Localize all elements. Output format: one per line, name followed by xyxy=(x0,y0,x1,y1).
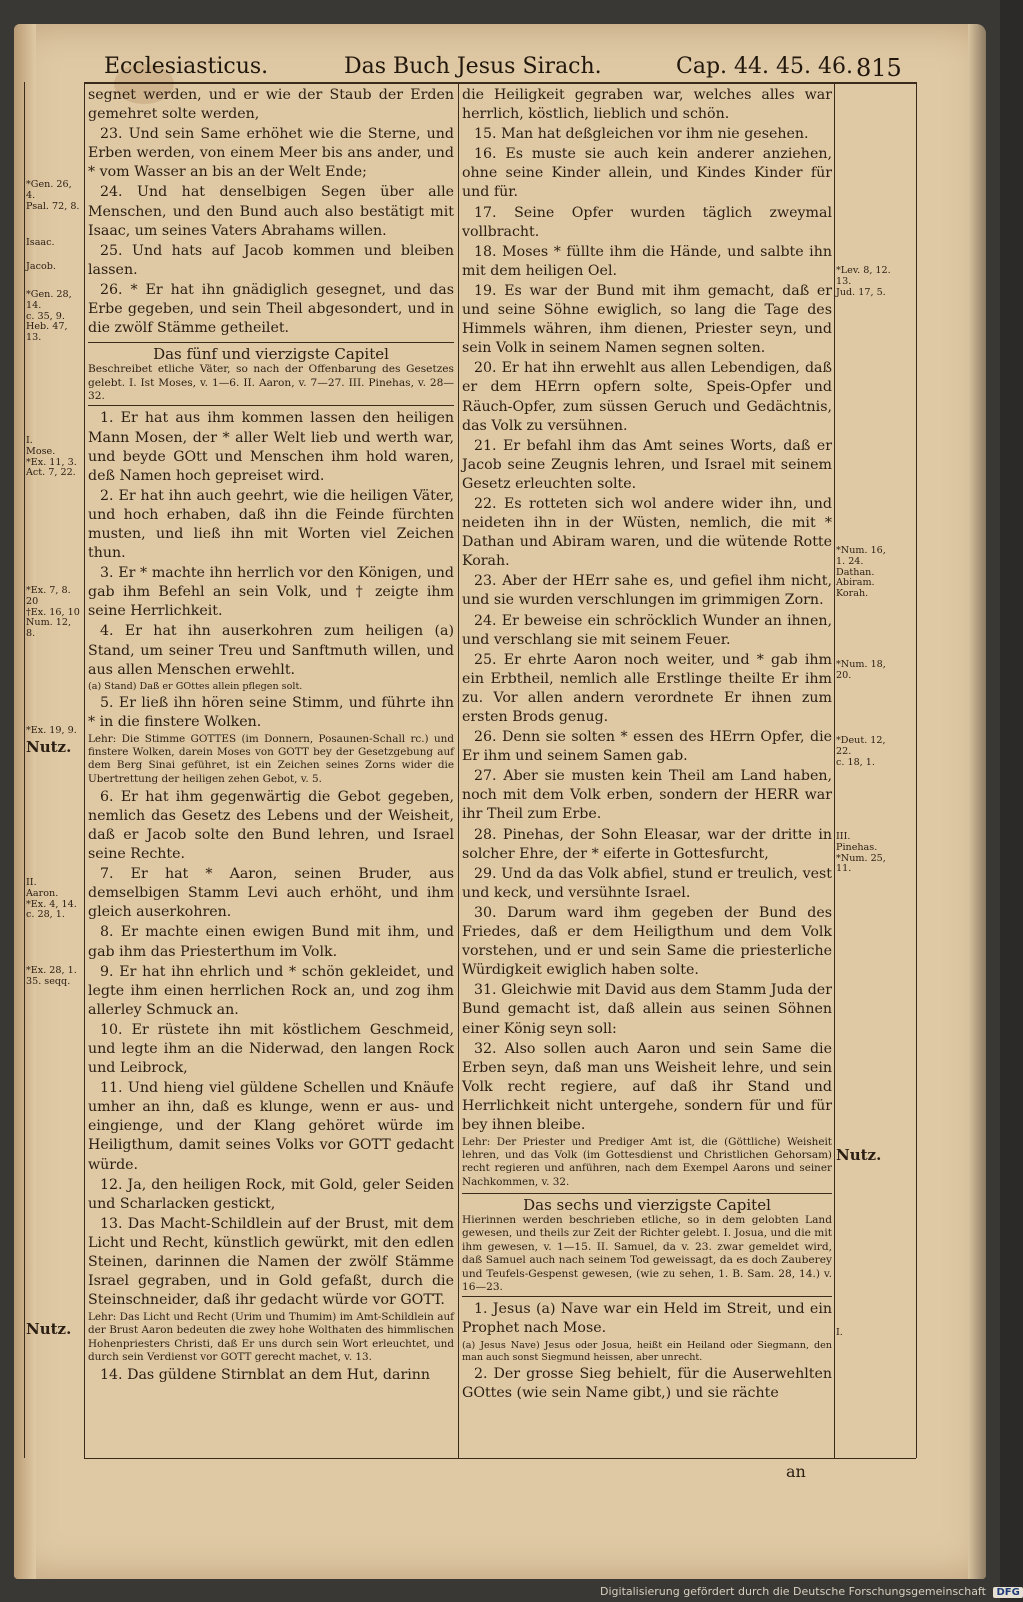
margin-note: *Deut. 12, 22. c. 18, 1. xyxy=(836,735,886,768)
verse-text: 19. Es war der Bund mit ihm gemacht, daß er und seine Söhne ewiglich, so lang die Tage des Himmels währen, ihm dienen, Priester seyn, und sein Volk in seinem Namen segnen solten. xyxy=(462,282,832,357)
running-head-title: Das Buch Jesus Sirach. xyxy=(344,54,602,79)
lehr-note: Lehr: Die Stimme GOTTES (im Donnern, Posaunen-Schall rc.) und finstere Wolken, darein Moses von GOTT bey der Gesetzgebung auf dem Berg Sinai geführet, ist ein Zeichen seines Zorns wider die Ubertrettung der heiligen zehen Gebot, v. 5. xyxy=(88,732,454,785)
catchword: an xyxy=(786,1462,806,1481)
margin-note: *Gen. 26, 4. Psal. 72, 8. xyxy=(26,179,80,212)
verse-text: 2. Der grosse Sieg behielt, für die Auserwehlten GOttes (wie sein Name gibt,) und sie rächte xyxy=(462,1365,832,1401)
verse-text: 23. Und sein Same erhöhet wie die Sterne, und Erben werden, von einem Meer bis ans ander, und * vom Wasser an bis an der Welt Ende; xyxy=(88,126,454,181)
verse-text: 3. Er * machte ihn herrlich vor den Königen, und gab ihm Befehl an sein Volk, und † zeigte ihm seine Herrlichkeit. xyxy=(88,565,454,620)
verse-text: 29. Und da das Volk abfiel, stund er treulich, vest und keck, und versühnte Israel. xyxy=(462,865,832,901)
margin-note: *Gen. 28, 14. c. 35, 9. Heb. 47, 13. xyxy=(26,289,72,344)
verse-text: 11. Und hieng viel güldene Schellen und Knäufe umher an ihn, daß es klunge, wenn er aus- und eingienge, und der Klang gehöret würde im Heiligthum, damit seines Volks vor GOTT gedacht würde. xyxy=(88,1080,454,1173)
verse-text: 14. Das güldene Stirnblat an dem Hut, darinn xyxy=(100,1367,431,1384)
verse-text: 23. Aber der HErr sahe es, und gefiel ihm nicht, und sie wurden verschlungen im grimmigen Zorn. xyxy=(462,573,832,609)
digitization-credit xyxy=(600,1585,1023,1598)
verse-text: 18. Moses * füllte ihm die Hände, und salbte ihn mit dem heiligen Oel. xyxy=(462,243,832,279)
verse-text: 32. Also sollen auch Aaron und sein Same die Erben seyn, daß man uns Weisheit lehre, und sein Volk recht regiere, auf daß ihr Stand und Herrlichkeit nicht untergehe, sondern für und für bey ihnen bleibe. xyxy=(462,1040,832,1133)
margin-note: II. Aaron. *Ex. 4, 14. c. 28, 1. xyxy=(26,877,77,921)
verse-text: 8. Er machte einen ewigen Bund mit ihm, und gab ihm das Priesterthum im Volk. xyxy=(88,924,454,960)
verse-text: 30. Darum ward ihm gegeben der Bund des Friedes, daß er dem Heiligthum und dem Volk vorstehen, und er und sein Same die priesterliche Würdigkeit ewiglich haben solte. xyxy=(462,904,832,979)
chapter-title: Das sechs und vierzigste Capitel xyxy=(523,1195,771,1214)
footer-rule xyxy=(84,1458,916,1459)
page-spine xyxy=(14,24,36,1579)
margin-note: Isaac. xyxy=(26,237,55,248)
margin-note: *Num. 18, 20. xyxy=(836,659,886,681)
verse-text: 16. Es muste sie auch kein anderer anziehen, ohne seine Kinder allein, und Kindes Kinder für und für. xyxy=(462,146,832,201)
nutz-marker: Nutz. xyxy=(26,1320,72,1338)
margin-note: *Ex. 28, 1. 35. seqq. xyxy=(26,965,77,987)
verse-text: segnet werden, und er wie der Staub der Erden gemehret solte werden, xyxy=(88,87,454,123)
footnote: (a) Stand) Daß er GOttes allein pflegen solt. xyxy=(88,680,303,692)
page-number: 815 xyxy=(856,54,902,82)
text-column-right xyxy=(462,86,832,1456)
column-rule-left xyxy=(84,82,85,1458)
verse-text: 10. Er rüstete ihn mit köstlichem Geschmeid, und legte ihm an die Niderwad, den langen Rock und Leibrock, xyxy=(88,1021,454,1077)
chapter-heading-46 xyxy=(462,1193,832,1297)
verse-text: 9. Er hat ihn ehrlich und * schön gekleidet, und legte ihm einen herrlichen Rock an, und zog ihm allerley Schmuck an. xyxy=(88,963,454,1018)
chapter-title: Das fünf und vierzigste Capitel xyxy=(153,345,389,364)
verse-text: 1. Jesus (a) Nave war ein Held im Streit, und ein Prophet nach Mose. xyxy=(462,1301,832,1337)
nutz-marker: Nutz. xyxy=(26,738,72,756)
margin-note: *Ex. 7, 8. 20 †Ex. 16, 10 Num. 12, 8. xyxy=(26,585,80,640)
nutz-marker: Nutz. xyxy=(836,1146,882,1164)
verse-text: 13. Das Macht-Schildlein auf der Brust, mit dem Licht und Recht, künstlich gewürkt, mit den edlen Steinen, darinnen die Namen der zwölf Stämme Israel gegraben, und in Gold gefaßt, durch die Steinschneider, daß ihr gedacht würde vor GOTT. xyxy=(88,1215,454,1309)
verse-text: 2. Er hat ihn auch geehrt, wie die heiligen Väter, und hoch erhaben, daß ihn die Feinde fürchten musten, und ließ ihn mit Worten viel Zeichen thun. xyxy=(88,487,454,562)
verse-text: 24. Er beweise ein schröcklich Wunder an ihnen, und verschlang sie mit seinem Feuer. xyxy=(462,612,832,648)
verse-text: 28. Pinehas, der Sohn Eleasar, war der dritte in solcher Ehre, der * eiferte in Gottesfurcht, xyxy=(462,826,832,862)
verse-text: 17. Seine Opfer wurden täglich zweymal vollbracht. xyxy=(462,204,832,240)
credit-text: Digitalisierung gefördert durch die Deutsche Forschungsgemeinschaft xyxy=(600,1585,986,1598)
chapter-summary: Beschreibet etliche Väter, so nach der Offenbarung des Gesetzes gelebt. I. Ist Moses, v. 1—6. II. Aaron, v. 7—27. III. Pinehas, v. 28—32. xyxy=(88,363,454,403)
verse-text: 6. Er hat ihm gegenwärtig die Gebot gegeben, nemlich das Gesetz des Lebens und der Weisheit, daß er Jacob solte den Bund lehren, und Israel seine Rechte. xyxy=(88,788,454,863)
text-column-left xyxy=(88,86,454,1456)
verse-text: die Heiligkeit gegraben war, welches alles war herrlich, köstlich, lieblich und schön. xyxy=(462,87,832,123)
margin-note: I. xyxy=(836,1327,843,1338)
margin-note: I. Mose. *Ex. 11, 3. Act. 7, 22. xyxy=(26,435,77,479)
running-head-chapters: Cap. 44. 45. 46. xyxy=(676,54,853,79)
verse-text: 31. Gleichwie mit David aus dem Stamm Juda der Bund gemacht ist, daß allein aus seinen Söhnen einer König seyn soll: xyxy=(462,982,832,1037)
dfg-logo-icon: DFG xyxy=(993,1587,1022,1598)
running-head-left: Ecclesiasticus. xyxy=(104,54,269,79)
verse-text: 26. * Er hat ihn gnädiglich gesegnet, und das Erbe gegeben, und sein Theil abgesondert, und in die zwölf Stämme getheilet. xyxy=(88,281,454,337)
verse-text: 12. Ja, den heiligen Rock, mit Gold, geler Seiden und Scharlacken gestickt, xyxy=(88,1176,454,1212)
verse-text: 25. Er ehrte Aaron noch weiter, und * gab ihm ein Erbtheil, nemlich alle Erstlinge theilte Er ihm zu. Vor allen andern verordnete Er ihnen zum ersten Brods genug. xyxy=(462,651,832,725)
verse-text: 26. Denn sie solten * essen des HErrn Opfer, die Er ihm und seinem Samen gab. xyxy=(462,729,832,765)
verse-text: 24. Und hat denselbigen Segen über alle Menschen, und den Bund auch also bestätigt mit Isaac, um seines Vaters Abrahams willen. xyxy=(88,184,454,239)
margin-rule-left xyxy=(24,82,25,1458)
verse-text: 5. Er ließ ihn hören seine Stimm, und führte ihn * in die finstere Wolken. xyxy=(88,694,454,730)
margin-note: *Num. 16, 1. 24. Dathan. Abiram. Korah. xyxy=(836,545,886,600)
lehr-note: Lehr: Das Licht und Recht (Urim und Thumim) im Amt-Schildlein auf der Brust Aaron bedeuten die zwey hohe Wolthaten des himmlischen Hohenpriesters Christi, daß Er uns durch sein Wort erleuchtet, und durch sein Verdienst vor GOTT gerecht machet, v. 13. xyxy=(88,1311,454,1363)
verse-text: 4. Er hat ihn auserkohren zum heiligen (a) Stand, um seiner Treu und Sanftmuth willen, und aus allen Menschen erwehlt. xyxy=(88,623,454,678)
column-rule-right xyxy=(834,82,835,1458)
margin-rule-right xyxy=(916,82,917,1458)
margin-note: *Ex. 19, 9. xyxy=(26,725,77,736)
verse-text: 1. Er hat aus ihm kommen lassen den heiligen Mann Mosen, der * aller Welt lieb und werth war, und beyde GOtt und Menschen ihm hold waren, deß Namen hoch gepreiset wird. xyxy=(88,410,454,484)
page-edge xyxy=(968,24,986,1579)
margin-note: *Lev. 8, 12. 13. Jud. 17, 5. xyxy=(836,265,891,298)
lehr-note: Lehr: Der Priester und Prediger Amt ist, die (Göttliche) Weisheit lehren, und das Volk (im Gottesdienst und Christlichen Gehorsam) recht regieren und anführen, nach dem Exempel Aarons und seiner Nachkommen, v. 32. xyxy=(462,1136,832,1188)
margin-note: III. Pinehas. *Num. 25, 11. xyxy=(836,831,886,875)
verse-text: 7. Er hat * Aaron, seinen Bruder, aus demselbigen Stamm Levi auch erhöht, und ihm gleich auserkohren. xyxy=(88,866,454,921)
verse-text: 21. Er befahl ihm das Amt seines Worts, daß er Jacob seine Zeugnis lehren, und Israel mit seinem Gesetz erleuchten solte. xyxy=(462,437,832,492)
header-rule xyxy=(84,82,916,84)
verse-text: 20. Er hat ihn erwehlt aus allen Lebendigen, daß er dem HErrn opfern solte, Speis-Opfer und Räuch-Opfer, zum süssen Geruch und Gedächtnis, das Volk zu versühnen. xyxy=(462,360,832,434)
verse-text: 25. Und hats auf Jacob kommen und bleiben lassen. xyxy=(88,242,454,278)
column-rule-center xyxy=(458,82,459,1458)
margin-note: Jacob. xyxy=(26,261,56,272)
verse-text: 15. Man hat deßgleichen vor ihm nie gesehen. xyxy=(474,126,809,143)
verse-text: 27. Aber sie musten kein Theil am Land haben, noch mit dem Volk erben, sondern der HERR war ihr Theil zum Erbe. xyxy=(462,768,832,823)
chapter-heading-45 xyxy=(88,342,454,406)
verse-text: 22. Es rotteten sich wol andere wider ihn, und neideten ihn in der Wüsten, nemlich, die mit * Dathan und Abiram waren, und die wütende Rotte Korah. xyxy=(462,495,832,570)
chapter-summary: Hierinnen werden beschrieben etliche, so in dem gelobten Land gewesen, und theils zur Zeit der Richter gelebt. I. Josua, und die mit ihm gewesen, v. 1—15. II. Samuel, da v. 23. zwar gemeldet wird, daß Samuel auch nach seinem Tod geweissagt, da es doch Zauberey und Teufels-Gespenst gewesen, (wie zu sehen, 1. B. Sam. 28, 14.) v. 16—23. xyxy=(462,1213,832,1293)
footnote: (a) Jesus Nave) Jesus oder Josua, heißt ein Heiland oder Siegmann, den man auch sonst Siegmund heissen, aber unrecht. xyxy=(462,1339,832,1363)
